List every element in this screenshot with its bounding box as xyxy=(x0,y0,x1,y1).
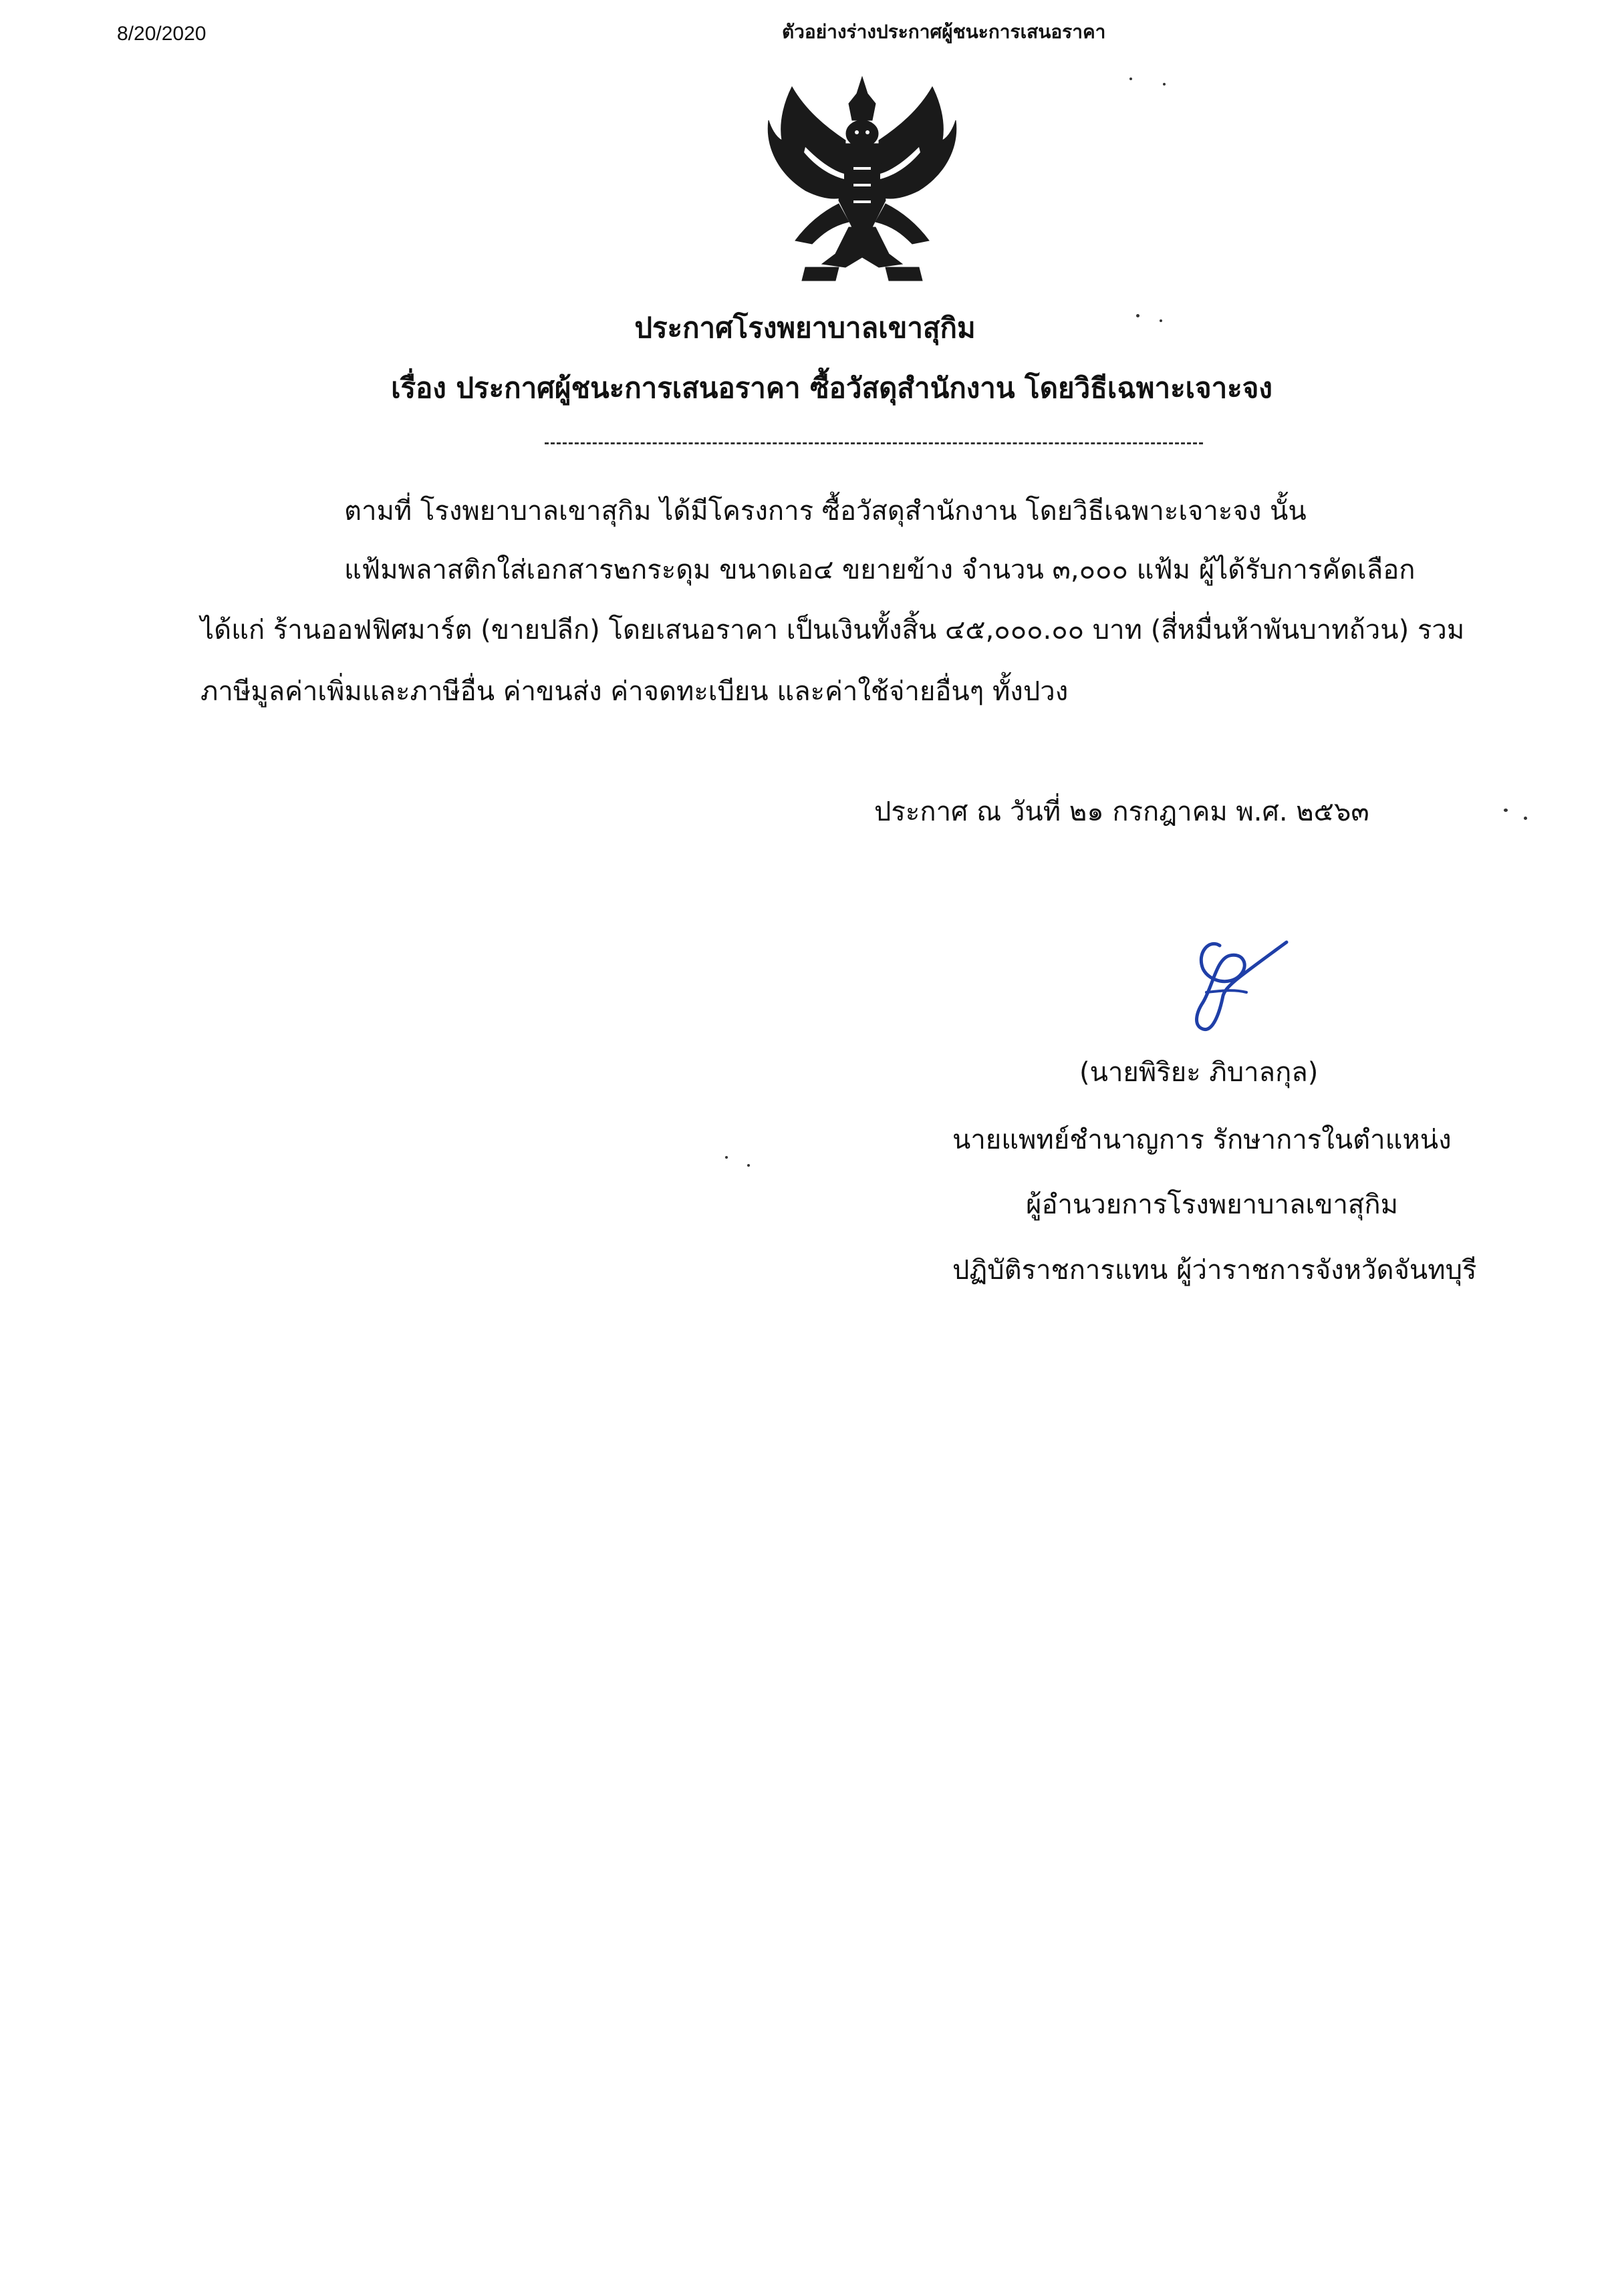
body-line-2: แฟ้มพลาสติกใส่เอกสาร๒กระดุม ขนาดเอ๔ ขยายข้าง จำนวน ๓,๐๐๐ แฟ้ม ผู้ได้รับการคัดเลือก xyxy=(344,555,1416,585)
signatory-position-3: ปฏิบัติราชการแทน ผู้ว่าราชการจังหวัดจันทบุรี xyxy=(952,1255,1477,1286)
announce-date: ประกาศ ณ วันที่ ๒๑ กรกฎาคม พ.ศ. ๒๕๖๓ xyxy=(874,797,1369,827)
scan-speck xyxy=(1129,78,1132,80)
scan-speck xyxy=(1160,319,1162,322)
signatory-position-1: นายแพทย์ชำนาญการ รักษาการในตำแหน่ง xyxy=(952,1125,1452,1155)
garuda-emblem-icon xyxy=(765,74,959,287)
print-date: 8/20/2020 xyxy=(117,23,207,45)
scan-speck xyxy=(1136,314,1139,317)
scan-speck xyxy=(747,1164,750,1167)
body-line-4: ภาษีมูลค่าเพิ่มและภาษีอื่น ค่าขนส่ง ค่าจดทะเบียน และค่าใช้จ่ายอื่นๆ ทั้งปวง xyxy=(200,676,1069,707)
signatory-name: (นายพิริยะ ภิบาลกุล) xyxy=(1079,1057,1319,1088)
signature-icon xyxy=(1156,932,1290,1039)
print-header-title: ตัวอย่างร่างประกาศผู้ชนะการเสนอราคา xyxy=(782,21,1106,43)
scan-speck xyxy=(1504,809,1508,812)
body-line-3: ได้แก่ ร้านออฟฟิศมาร์ต (ขายปลีก) โดยเสนอราคา เป็นเงินทั้งสิ้น ๔๕,๐๐๐.๐๐ บาท (สี่หมื่นห้าพันบาทถ้วน) รวม xyxy=(200,615,1465,645)
scan-speck xyxy=(725,1156,728,1159)
scan-speck xyxy=(1524,817,1527,820)
signatory-position-2: ผู้อำนวยการโรงพยาบาลเขาสุกิม xyxy=(1026,1189,1398,1220)
body-line-1: ตามที่ โรงพยาบาลเขาสุกิม ได้มีโครงการ ซื้อวัสดุสำนักงาน โดยวิธีเฉพาะเจาะจง นั้น xyxy=(344,496,1307,527)
document-title: ประกาศโรงพยาบาลเขาสุกิม xyxy=(634,311,976,344)
document-subject: เรื่อง ประกาศผู้ชนะการเสนอราคา ซื้อวัสดุสำนักงาน โดยวิธีเฉพาะเจาะจง xyxy=(391,372,1272,404)
title-divider xyxy=(545,442,1203,444)
scan-speck xyxy=(1163,83,1166,86)
